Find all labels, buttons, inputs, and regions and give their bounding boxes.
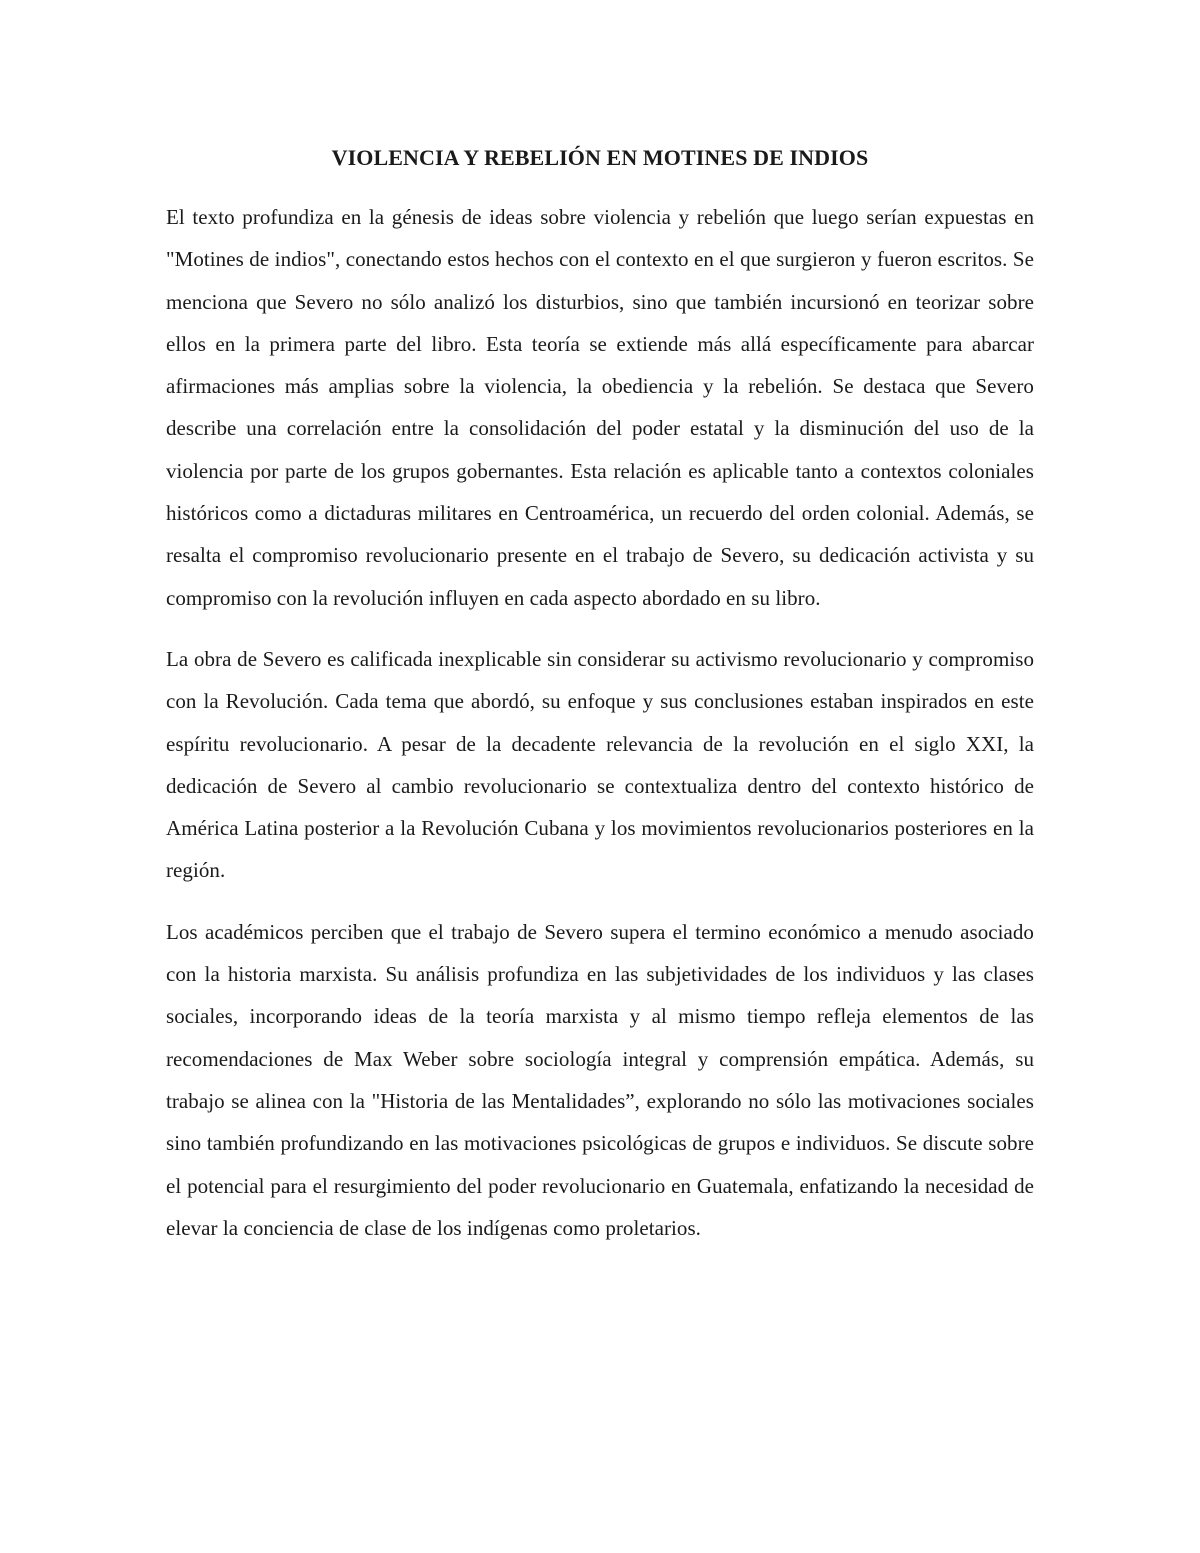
paragraph-revolution: La obra de Severo es calificada inexplicable sin considerar su activismo revolucionario y compromiso con la Revolución. Cada tema que abordó, su enfoque y sus conclusiones estaban inspirados en este espíritu revolucionario. A pesar de la decadente relevancia de la revolución en el siglo XXI, la dedicación de Severo al cambio revolucionario se contextualiza dentro del contexto histórico de América Latina posterior a la Revolución Cubana y los movimientos revolucionarios posteriores en la región. xyxy=(166,646,1034,883)
paragraph-genesis: El texto profundiza en la génesis de ideas sobre violencia y rebelión que luego serían expuestas en "Motines de indios", conectando estos hechos con el contexto en el que surgieron y fueron escritos. Se menciona que Severo no sólo analizó los disturbios, sino que también incursionó en teorizar sobre ellos en la primera parte del libro. Esta teoría se extiende más allá específicamente para abarcar afirmaciones más amplias sobre la violencia, la obediencia y la rebelión. Se destaca que Severo describe una correlación entre la consolidación del poder estatal y la disminución del uso de la violencia por parte de los grupos gobernantes. Esta relación es aplicable tanto a contextos coloniales históricos como a dictaduras militares en Centroamérica, un recuerdo del orden colonial. Además, se resalta el compromiso revolucionario presente en el trabajo de Severo, su dedicación activista y su compromiso con la revolución influyen en cada aspecto abordado en su libro. xyxy=(166,205,1034,610)
document-body xyxy=(166,142,1034,1268)
paragraph-academics: Los académicos perciben que el trabajo de Severo supera el termino económico a menudo asociado con la historia marxista. Su análisis profundiza en las subjetividades de los individuos y las clases sociales, incorporando ideas de la teoría marxista y al mismo tiempo refleja elementos de las recomendaciones de Max Weber sobre sociología integral y comprensión empática. Además, su trabajo se alinea con la "Historia de las Mentalidades”, explorando no sólo las motivaciones sociales sino también profundizando en las motivaciones psicológicas de grupos e individuos. Se discute sobre el potencial para el resurgimiento del poder revolucionario en Guatemala, enfatizando la necesidad de elevar la conciencia de clase de los indígenas como proletarios. xyxy=(166,919,1034,1240)
document-title: VIOLENCIA Y REBELIÓN EN MOTINES DE INDIOS xyxy=(331,145,869,170)
